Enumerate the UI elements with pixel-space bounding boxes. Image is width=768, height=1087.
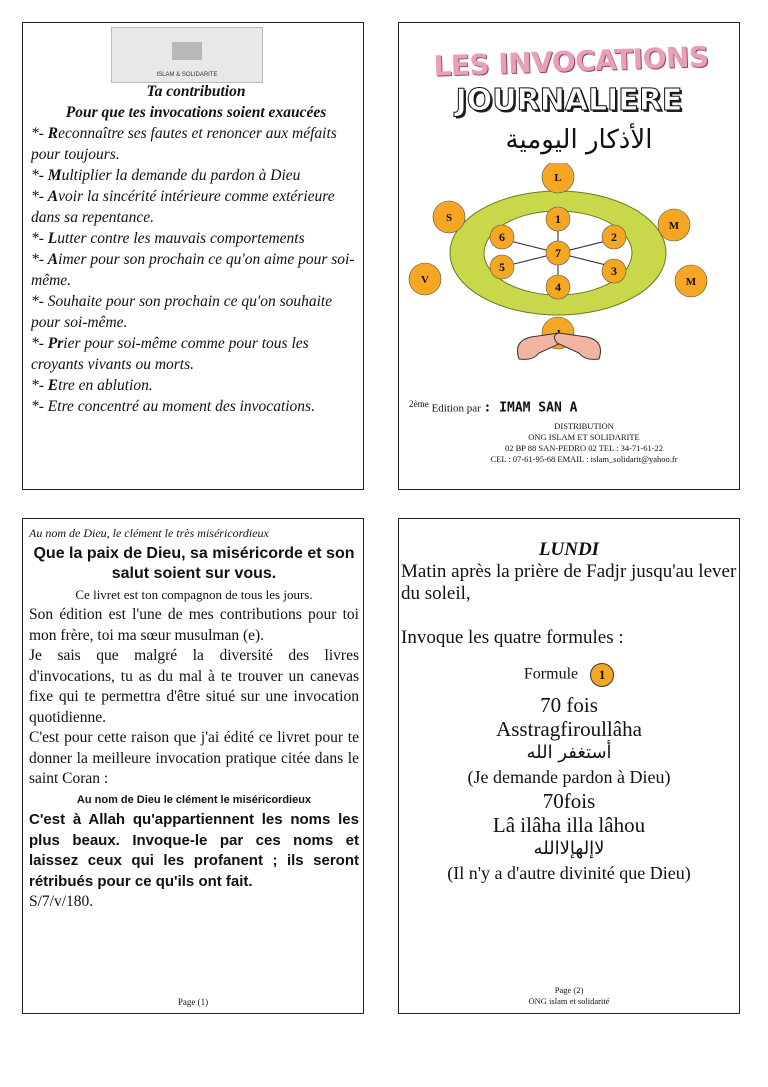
contribution-subheading: Pour que tes invocations soient exaucées <box>65 104 327 121</box>
basmala: Au nom de Dieu le clément le miséricordieux <box>76 793 312 806</box>
distribution-info <box>439 421 729 465</box>
arabic-title: الأذكار اليومية <box>505 125 653 155</box>
day-marker-label: S <box>445 211 453 224</box>
contribution-item: *- Lutter contre les mauvais comportements <box>31 230 305 247</box>
contribution-item: *- Reconnaître ses fautes et renoncer aux méfaits pour toujours. <box>31 125 337 163</box>
logo-text: ISLAM & SOLIDARITE <box>156 72 218 78</box>
org-contact: CEL : 07-61-95-68 EMAIL : islam_solidarit@yahoo.fr <box>490 454 678 464</box>
quran-book-icon <box>172 42 202 60</box>
day-title: LUNDI <box>538 539 600 560</box>
repeat-count-1: 70 fois <box>540 693 598 717</box>
contribution-item: *- Multiplier la demande du pardon à Dieu <box>31 167 301 184</box>
formula-instruction: Invoque les quatre formules : <box>401 627 624 648</box>
translation-2: (Il n'y a d'autre divinité que Dieu) <box>447 863 691 883</box>
formula-number-badge: 1 <box>590 663 614 687</box>
cover-panel <box>398 22 740 490</box>
wheel-number-label: 2 <box>611 230 617 245</box>
quran-reference: S/7/v/180. <box>29 893 94 910</box>
formula-label: Formule <box>523 665 579 683</box>
time-instruction: Matin après la prière de Fadjr jusqu'au lever du soleil, <box>401 561 737 604</box>
contribution-item: *- Souhaite pour son prochain ce qu'on souhaite pour soi-même. <box>31 293 333 331</box>
quran-quote: C'est à Allah qu'appartiennent les noms les plus beaux. Invoque-le par ces noms et laissez ceux qui les profanent ; ils seront rétribués pour ce qu'ils ont fait. <box>29 811 359 890</box>
wheel-number-label: 1 <box>555 212 561 227</box>
day-marker-label: M <box>685 275 697 288</box>
intro-invocation: Au nom de Dieu, le clément le très miséricordieux <box>29 526 269 540</box>
cover-title-line2: JOURNALIERE <box>455 83 683 118</box>
contribution-item: *- Avoir la sincérité intérieure comme extérieure dans sa repentance. <box>31 188 335 226</box>
paragraph-reason: C'est pour cette raison que j'ai édité ce livret pour te donner la meilleure invocation pratique citée dans le saint Coran : <box>29 729 359 787</box>
wheel-number-label: 5 <box>499 260 505 275</box>
wheel-number-label: 6 <box>499 230 505 245</box>
organization-logo <box>111 27 263 83</box>
day-marker-label: L <box>554 171 562 184</box>
contribution-item: *- Prier pour soi-même comme pour tous les croyants vivants ou morts. <box>31 335 309 373</box>
page-number: Page (2) <box>554 985 584 995</box>
day-marker-label: M <box>668 219 680 232</box>
wheel-number-label: 3 <box>611 264 617 279</box>
contribution-panel <box>22 22 364 490</box>
org-name: ONG ISLAM ET SOLIDARITE <box>528 432 640 442</box>
page-number: Page (1) <box>177 997 209 1007</box>
page-footer <box>399 985 739 1007</box>
wheel-center-label: 7 <box>555 246 561 261</box>
cover-title-line1: LES INVOCATIONS <box>432 40 710 83</box>
paragraph-diversity: Je sais que malgré la diversité des livres d'invocations, tu as du mal à te trouver un canevas fixe qui te permettra d'être situé sur une invocation quotidienne. <box>29 647 359 726</box>
paragraph-contribution: Son édition est l'une de mes contributions pour toi mon frère, toi ma sœur musulman (e). <box>29 606 359 644</box>
phrase-2: Lâ ilâha illa lâhou <box>492 813 646 837</box>
contribution-item: *- Aimer pour son prochain ce qu'on aime pour soi-même. <box>31 251 355 289</box>
formula-heading <box>401 663 737 687</box>
companion-line: Ce livret est ton compagnon de tous les jours. <box>75 586 313 602</box>
days-wheel-diagram <box>399 163 741 403</box>
distribution-label: DISTRIBUTION <box>554 421 614 431</box>
footer-org: ONG islam et solidarité <box>528 996 610 1006</box>
edition-number: 2ème <box>409 399 429 409</box>
edition-label: Edition par <box>431 402 481 415</box>
arabic-phrase-2: لاإلهإلاالله <box>533 838 605 859</box>
translation-1: (Je demande pardon à Dieu) <box>467 767 671 787</box>
contribution-list <box>31 123 361 417</box>
monday-panel <box>398 518 740 1014</box>
edition-line <box>409 399 739 416</box>
org-address: 02 BP 88 SAN-PEDRO 02 TEL : 34-71-61-22 <box>504 443 664 453</box>
day-marker-label: V <box>421 273 429 286</box>
author-name: : IMAM SAN A <box>483 400 578 416</box>
wheel-number-label: 4 <box>555 280 561 295</box>
contribution-item: *- Etre concentré au moment des invocations. <box>31 398 315 415</box>
contribution-item: *- Etre en ablution. <box>31 377 153 394</box>
arabic-phrase-1: أستغفر الله <box>526 742 612 763</box>
repeat-count-2: 70fois <box>542 789 596 813</box>
phrase-1: Asstragfiroullâha <box>496 717 642 741</box>
contribution-heading: Ta contribution <box>146 83 246 100</box>
introduction-panel <box>22 518 364 1014</box>
greeting: Que la paix de Dieu, sa miséricorde et son salut soient sur vous. <box>33 544 355 582</box>
